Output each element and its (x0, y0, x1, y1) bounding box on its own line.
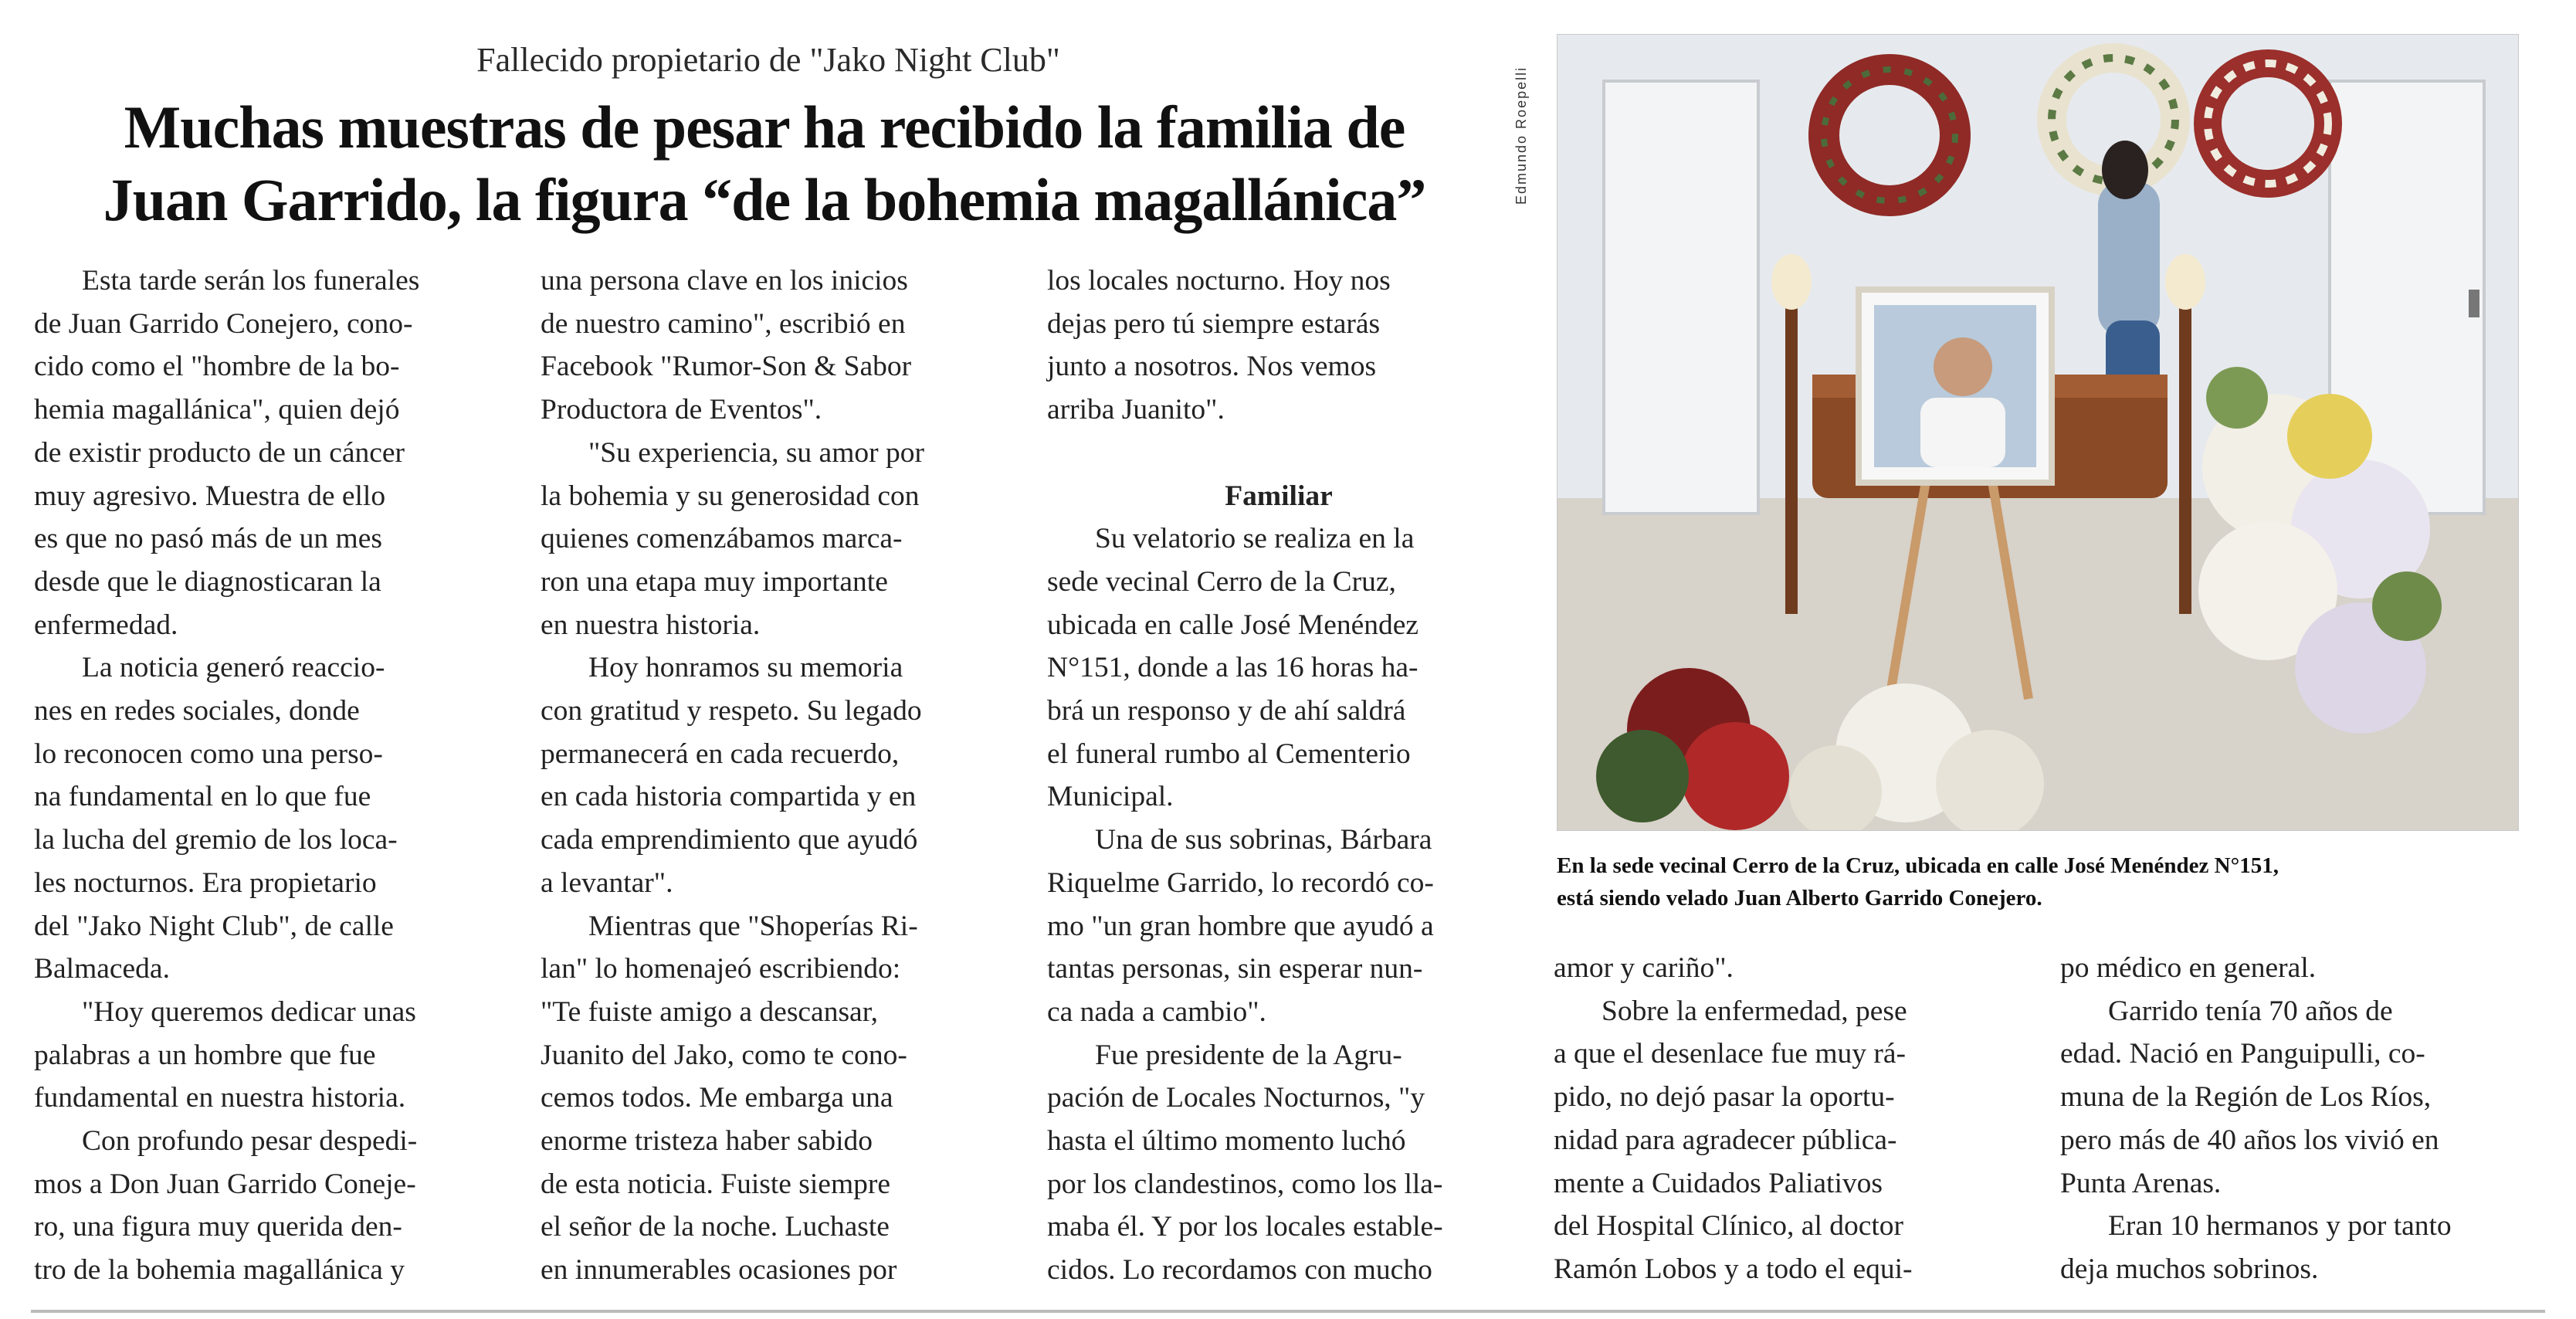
article-text-line: pación de Locales Nocturnos, "y (1047, 1082, 1425, 1114)
article-text-line: ro, una figura muy querida den- (34, 1211, 402, 1243)
article-text-line: a levantar". (541, 866, 673, 899)
article-text-line: pero más de 40 años los vivió en (2060, 1124, 2439, 1156)
article-text-line: Con profundo pesar despedi- (82, 1125, 418, 1158)
article-text-line: Riquelme Garrido, lo recordó co- (1047, 866, 1434, 899)
article-text-line: dejas pero tú siempre estarás (1047, 307, 1381, 340)
article-text-line: los locales nocturno. Hoy nos (1047, 265, 1391, 297)
article-text-line: mos a Don Juan Garrido Coneje- (34, 1168, 416, 1200)
caption-line: está siendo velado Juan Alberto Garrido Conejero. (1557, 886, 2042, 910)
article-text-line: Productora de Eventos". (541, 394, 822, 426)
headline-line: Muchas muestras de pesar ha recibido la familia de (124, 93, 1405, 161)
article-text-line: cada emprendimiento que ayudó (541, 824, 918, 856)
article-text-line: Hoy honramos su memoria (588, 652, 903, 684)
article-text-line: arriba Juanito". (1047, 394, 1225, 426)
article-text-line: lo reconocen como una perso- (34, 737, 383, 770)
article-column-5 (2060, 947, 2539, 1291)
article-text-line: fundamental en nuestra historia. (34, 1082, 406, 1114)
article-text-line: "Su experiencia, su amor por (588, 436, 924, 469)
article-text-line: deja muchos sobrinos. (2060, 1253, 2319, 1285)
article-text-line: Su velatorio se realiza en la (1095, 523, 1415, 555)
article-text-line: Esta tarde serán los funerales (82, 265, 420, 297)
article-text-line: Ramón Lobos y a todo el equi- (1554, 1253, 1913, 1285)
funeral-photo (1557, 34, 2519, 831)
article-text-line: ca nada a cambio". (1047, 995, 1266, 1028)
article-text-line: enorme tristeza haber sabido (541, 1125, 873, 1158)
article-text-line: Balmaceda. (34, 953, 170, 985)
article-text-line: junto a nosotros. Nos vemos (1047, 351, 1377, 383)
article-text-line: permanecerá en cada recuerdo, (541, 737, 900, 770)
subheading: Familiar (1225, 480, 1333, 512)
article-text-line: Una de sus sobrinas, Bárbara (1095, 824, 1432, 856)
article-text-line: Fue presidente de la Agru- (1095, 1039, 1402, 1071)
article-text-line: ubicada en calle José Menéndez (1047, 609, 1419, 641)
article-text-line: del Hospital Clínico, al doctor (1554, 1210, 1904, 1243)
article-column-3 (1047, 259, 1510, 1292)
article-text-line: N°151, donde a las 16 horas ha- (1047, 652, 1418, 684)
bottom-rule (31, 1310, 2545, 1313)
article-column-2 (541, 259, 1004, 1292)
article-text-line: Juanito del Jako, como te cono- (541, 1039, 907, 1071)
article-text-line: sede vecinal Cerro de la Cruz, (1047, 565, 1396, 598)
article-text-line: hasta el último momento luchó (1047, 1125, 1406, 1158)
caption-line: En la sede vecinal Cerro de la Cruz, ubicada en calle José Menéndez N°151, (1557, 853, 2279, 878)
article-text-line: Sobre la enfermedad, pese (1602, 995, 1907, 1027)
article-text-line: tro de la bohemia magallánica y (34, 1254, 405, 1287)
article-column-1 (34, 259, 497, 1292)
article-text-line: La noticia generó reaccio- (82, 652, 385, 684)
article-text-line: nes en redes sociales, donde (34, 695, 360, 727)
article-text-line: brá un responso y de ahí saldrá (1047, 695, 1406, 727)
article-text-line: Facebook "Rumor-Son & Sabor (541, 351, 912, 383)
article-text-line: Punta Arenas. (2060, 1167, 2222, 1199)
article-text-line: Garrido tenía 70 años de (2108, 995, 2393, 1027)
article-text-line: "Hoy queremos dedicar unas (82, 995, 416, 1028)
article-text-line: la bohemia y su generosidad con (541, 480, 920, 512)
article-text-line: del "Jako Night Club", de calle (34, 910, 394, 942)
headline-line: Juan Garrido, la figura “de la bohemia magallánica” (103, 166, 1426, 233)
article-text-line: po médico en general. (2060, 952, 2317, 984)
article-kicker: Fallecido propietario de "Jako Night Club" (476, 41, 1060, 79)
article-text-line: nidad para agradecer pública- (1554, 1124, 1897, 1156)
article-text-line: de esta noticia. Fuiste siempre (541, 1168, 891, 1200)
article-text-line: palabras a un hombre que fue (34, 1039, 376, 1071)
article-text-line: una persona clave en los inicios (541, 265, 908, 297)
article-text-line: les nocturnos. Era propietario (34, 866, 377, 899)
article-text-line: amor y cariño". (1554, 952, 1734, 984)
article-text-line: cido como el "hombre de la bo- (34, 351, 400, 383)
article-text-line: maba él. Y por los locales estable- (1047, 1211, 1443, 1243)
article-text-line: en nuestra historia. (541, 609, 761, 641)
funeral-scene-illustration (1557, 35, 2518, 830)
article-text-line: de Juan Garrido Conejero, cono- (34, 307, 413, 340)
article-text-line: el funeral rumbo al Cementerio (1047, 737, 1411, 770)
article-text-line: muna de la Región de Los Ríos, (2060, 1081, 2432, 1114)
photo-credit: Edmundo Roepelli (1513, 66, 1529, 205)
article-text-line: a que el desenlace fue muy rá- (1554, 1038, 1907, 1070)
article-text-line: "Te fuiste amigo a descansar, (541, 995, 879, 1028)
article-text-line: desde que le diagnosticaran la (34, 565, 381, 598)
article-text-line: Mientras que "Shoperías Ri- (588, 910, 918, 942)
article-text-line: de nuestro camino", escribió en (541, 307, 906, 340)
article-text-line: muy agresivo. Muestra de ello (34, 480, 386, 512)
article-text-line: quienes comenzábamos marca- (541, 523, 903, 555)
article-text-line: cidos. Lo recordamos con mucho (1047, 1254, 1432, 1287)
article-text-line: mente a Cuidados Paliativos (1554, 1167, 1883, 1199)
article-text-line: de existir producto de un cáncer (34, 436, 405, 469)
article-text-line (1047, 432, 1510, 475)
article-text-line: cemos todos. Me embarga una (541, 1082, 893, 1114)
article-text-line: Municipal. (1047, 781, 1174, 813)
article-text-line: el señor de la noche. Luchaste (541, 1211, 890, 1243)
photo-caption (1557, 849, 2561, 914)
article-text-line: en cada historia compartida y en (541, 781, 917, 813)
article-text-line: hemia magallánica", quien dejó (34, 394, 400, 426)
article-text-line: en innumerables ocasiones por (541, 1254, 897, 1287)
article-headline (31, 91, 1498, 236)
article-text-line: lan" lo homenajeó escribiendo: (541, 953, 901, 985)
article-text-line: ron una etapa muy importante (541, 565, 888, 598)
article-text-line: edad. Nació en Panguipulli, co- (2060, 1038, 2425, 1070)
article-text-line: por los clandestinos, como los lla- (1047, 1168, 1443, 1200)
article-column-4 (1554, 947, 2032, 1291)
article-text-line: pido, no dejó pasar la oportu- (1554, 1081, 1895, 1114)
article-text-line: tantas personas, sin esperar nun- (1047, 953, 1423, 985)
article-text-line: na fundamental en lo que fue (34, 781, 371, 813)
article-text-line: Eran 10 hermanos y por tanto (2108, 1210, 2452, 1243)
article-text-line: mo "un gran hombre que ayudó a (1047, 910, 1434, 942)
article-text-line: es que no pasó más de un mes (34, 523, 382, 555)
article-text-line: la lucha del gremio de los loca- (34, 824, 398, 856)
article-text-line: con gratitud y respeto. Su legado (541, 695, 922, 727)
article-text-line: enfermedad. (34, 609, 178, 641)
